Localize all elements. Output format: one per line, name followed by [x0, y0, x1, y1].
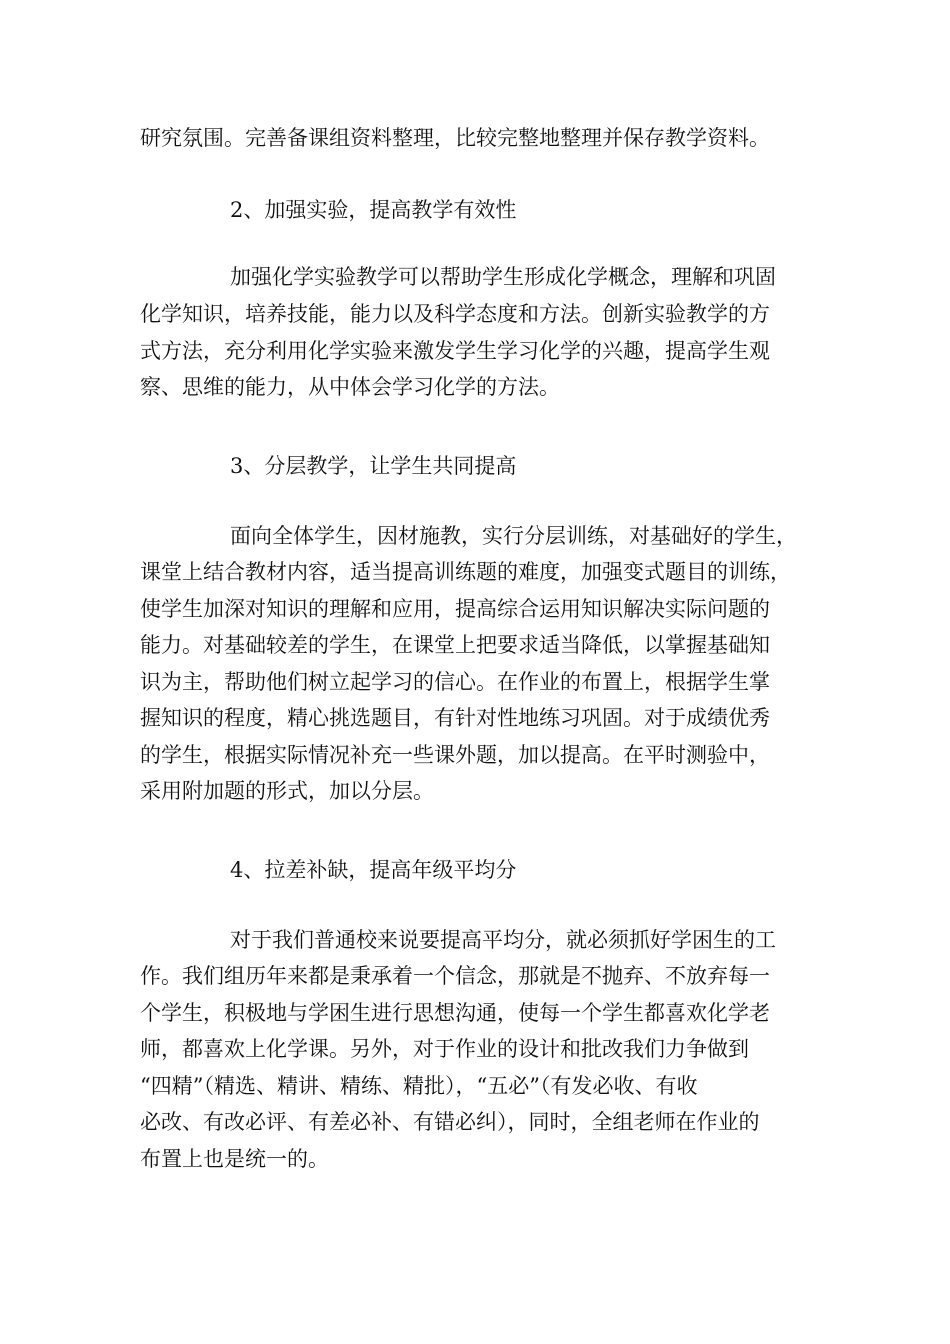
paragraph-line: 察、思维的能力，从中体会学习化学的方法。: [140, 375, 560, 399]
paragraph-line: 个学生，积极地与学困生进行思想沟通，使每一个学生都喜欢化学老: [140, 1001, 770, 1025]
paragraph-line: 化学知识，培养技能，能力以及科学态度和方法。创新实验教学的方: [140, 302, 770, 326]
section-heading: 2、加强实验，提高教学有效性: [230, 198, 517, 222]
paragraph-line: 使学生加深对知识的理解和应用，提高综合运用知识解决实际问题的: [140, 597, 770, 621]
paragraph-line: 师，都喜欢上化学课。另外，对于作业的设计和批改我们力争做到: [140, 1037, 749, 1061]
paragraph-line: 能力。对基础较差的学生，在课堂上把要求适当降低，以掌握基础知: [140, 633, 770, 657]
paragraph-line: 必改、有改必评、有差必补、有错必纠），同时，全组老师在作业的: [140, 1110, 760, 1134]
section-heading: 4、拉差补缺，提高年级平均分: [230, 858, 517, 882]
paragraph-line: 课堂上结合教材内容，适当提高训练题的难度，加强变式题目的训练，: [140, 560, 791, 584]
paragraph-line: 面向全体学生，因材施教，实行分层训练，对基础好的学生，: [230, 524, 797, 548]
section-heading: 3、分层教学，让学生共同提高: [230, 454, 517, 478]
paragraph-line: 握知识的程度，精心挑选题目，有针对性地练习巩固。对于成绩优秀: [140, 706, 770, 730]
paragraph-line: 采用附加题的形式，加以分层。: [140, 779, 434, 803]
paragraph-line: 加强化学实验教学可以帮助学生形成化学概念，理解和巩固: [230, 265, 776, 289]
paragraph-line: 研究氛围。完善备课组资料整理，比较完整地整理并保存教学资料。: [140, 126, 770, 150]
paragraph-line: 布置上也是统一的。: [140, 1147, 329, 1171]
paragraph-line: “四精”（精选、精讲、精练、精批），“五必”（有发必收、有收: [140, 1074, 698, 1098]
paragraph-line: 作。我们组历年来都是秉承着一个信念，那就是不抛弃、不放弃每一: [140, 964, 770, 988]
paragraph-line: 对于我们普通校来说要提高平均分，就必须抓好学困生的工: [230, 928, 776, 952]
paragraph-line: 的学生，根据实际情况补充一些课外题，加以提高。在平时测验中，: [140, 743, 770, 767]
paragraph-line: 识为主，帮助他们树立起学习的信心。在作业的布置上，根据学生掌: [140, 670, 770, 694]
paragraph-line: 式方法，充分利用化学实验来激发学生学习化学的兴趣，提高学生观: [140, 339, 770, 363]
